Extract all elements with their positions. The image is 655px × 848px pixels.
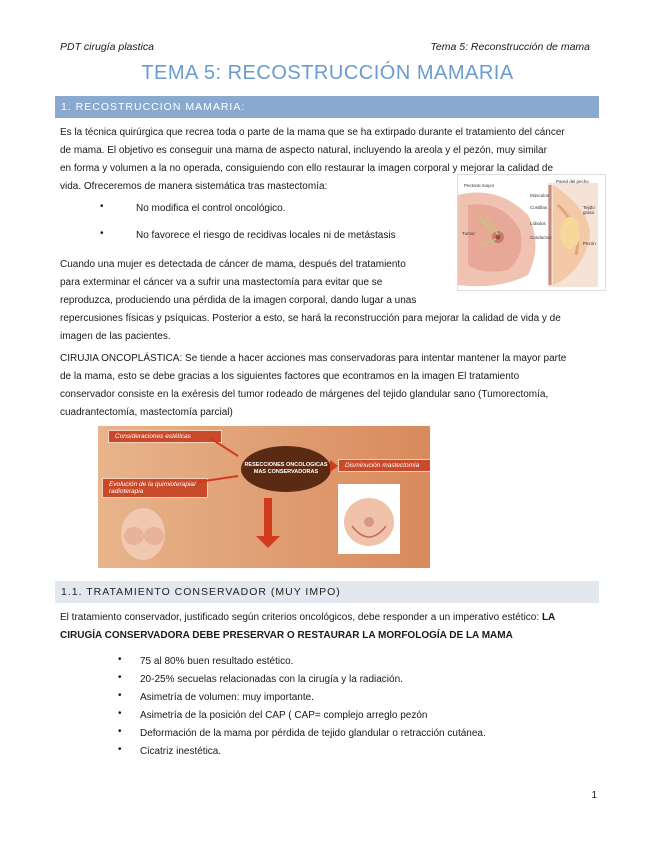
- paragraph-4-bold: LA: [541, 612, 556, 623]
- paragraph-3-line-2: de la mama, esto se debe gracias a los siguientes factores que econtramos en la imagen El tratamiento: [60, 371, 520, 382]
- paragraph-4-line-2: CIRUGÍA CONSERVADORA DEBE PRESERVAR O RESTAURAR LA MORFOLOGÍA DE LA MAMA: [60, 630, 513, 641]
- breast-anatomy-figure: [457, 174, 606, 291]
- figure-tag: Evolución de la quimioterapia/ radioterapia: [102, 478, 208, 498]
- paragraph-1-line-4: vida. Ofreceremos de manera sistemática tras mastectomía:: [60, 181, 328, 192]
- bullet-item: No favorece el riesgo de recidivas locales ni de metástasis: [136, 230, 396, 241]
- figure-label: Pezón: [583, 241, 596, 246]
- paragraph-2-line-2: para exterminar el cáncer va a sufrir una mastectomía para evitar que se: [60, 277, 383, 288]
- oncoplastic-factors-figure: [98, 426, 430, 568]
- paragraph-2-line-1: Cuando una mujer es detectada de cáncer de mama, después del tratamiento: [60, 259, 406, 270]
- bullet-dot: •: [118, 726, 122, 737]
- paragraph-2-line-4: repercusiones físicas y psíquicas. Posterior a esto, se hará la reconstrucción para mejorar la calidad de vida y de: [60, 313, 561, 324]
- paragraph-1-line-1: Es la técnica quirúrgica que recrea toda o parte de la mama que se ha extirpado durante el tratamiento del cáncer: [60, 127, 565, 138]
- center-oval: RESECCIONES ONCOLOGICAS MAS CONSERVADORAS: [241, 446, 331, 492]
- arrows-illustration: [98, 426, 430, 568]
- bullet-dot: •: [118, 690, 122, 701]
- paragraph-1-line-3: en forma y volumen a la no operada, consiguiendo con ello restaurar la imagen corporal y mejorar la calidad de: [60, 163, 554, 174]
- figure-tag: Consideraciones estéticas: [108, 430, 222, 443]
- bullet-dot: •: [118, 672, 122, 683]
- paragraph-1-line-2: de mama. El objetivo es conseguir una mama de aspecto natural, incluyendo la areola y el pezón, muy similar: [60, 145, 547, 156]
- bullet-item: Cicatriz inestética.: [140, 746, 222, 757]
- figure-label: Pared del pecho: [556, 179, 589, 184]
- figure-label: Músculos: [530, 193, 550, 198]
- figure-label: Tumor: [462, 231, 475, 236]
- bullet-dot: •: [118, 654, 122, 665]
- figure-tag: Disminución mastectomía: [338, 459, 430, 472]
- bullet-dot: •: [100, 228, 104, 239]
- paragraph-2-line-5: imagen de las pacientes.: [60, 331, 171, 342]
- paragraph-3-line-1: CIRUJIA ONCOPLÁSTICA: Se tiende a hacer acciones mas conservadoras para intentar mantener la mayor parte: [60, 353, 567, 364]
- bullet-item: 75 al 80% buen resultado estético.: [140, 656, 294, 667]
- figure-label: Pectoral mayor: [464, 183, 495, 188]
- bullet-dot: •: [100, 201, 104, 212]
- paragraph-3-line-3: conservador consiste en la exéresis del tumor rodeado de márgenes del tejido glandular sano (Tumorectomía,: [60, 389, 549, 400]
- figure-label: Lóbulos: [530, 221, 546, 226]
- section-heading-1: 1. RECOSTRUCCION MAMARIA:: [55, 96, 599, 118]
- figure-label: Tejido graso: [583, 205, 595, 215]
- figure-label: Costillas: [530, 205, 548, 210]
- header-right: Tema 5: Reconstrucción de mama: [430, 41, 590, 53]
- paragraph-4-line-1: [60, 609, 600, 627]
- figure-label: Conductos: [530, 235, 552, 240]
- page-number: 1: [591, 790, 597, 801]
- bullet-item: No modifica el control oncológico.: [136, 203, 286, 214]
- header-left: PDT cirugía plastica: [60, 41, 154, 53]
- section-heading-1-1: 1.1. TRATAMIENTO CONSERVADOR (MUY IMPO): [55, 581, 599, 603]
- bullet-item: Asimetría de la posición del CAP ( CAP= complejo arreglo pezón: [140, 710, 428, 721]
- paragraph-2-line-3: reproduzca, produciendo una pérdida de la imagen corporal, dando lugar a unas: [60, 295, 417, 306]
- bullet-dot: •: [118, 708, 122, 719]
- page-title: TEMA 5: RECOSTRUCCIÓN MAMARIA: [141, 62, 514, 84]
- bullet-item: 20-25% secuelas relacionadas con la cirugía y la radiación.: [140, 674, 403, 685]
- bullet-item: Deformación de la mama por pérdida de tejido glandular o retracción cutánea.: [140, 728, 486, 739]
- bullet-dot: •: [118, 744, 122, 755]
- bullet-item: Asimetría de volumen: muy importante.: [140, 692, 314, 703]
- paragraph-3-line-4: cuadrantectomía, mastectomía parcial): [60, 407, 233, 418]
- paragraph-4-text: El tratamiento conservador, justificado según criterios oncológicos, debe responder a un imperativo estético:: [60, 612, 542, 623]
